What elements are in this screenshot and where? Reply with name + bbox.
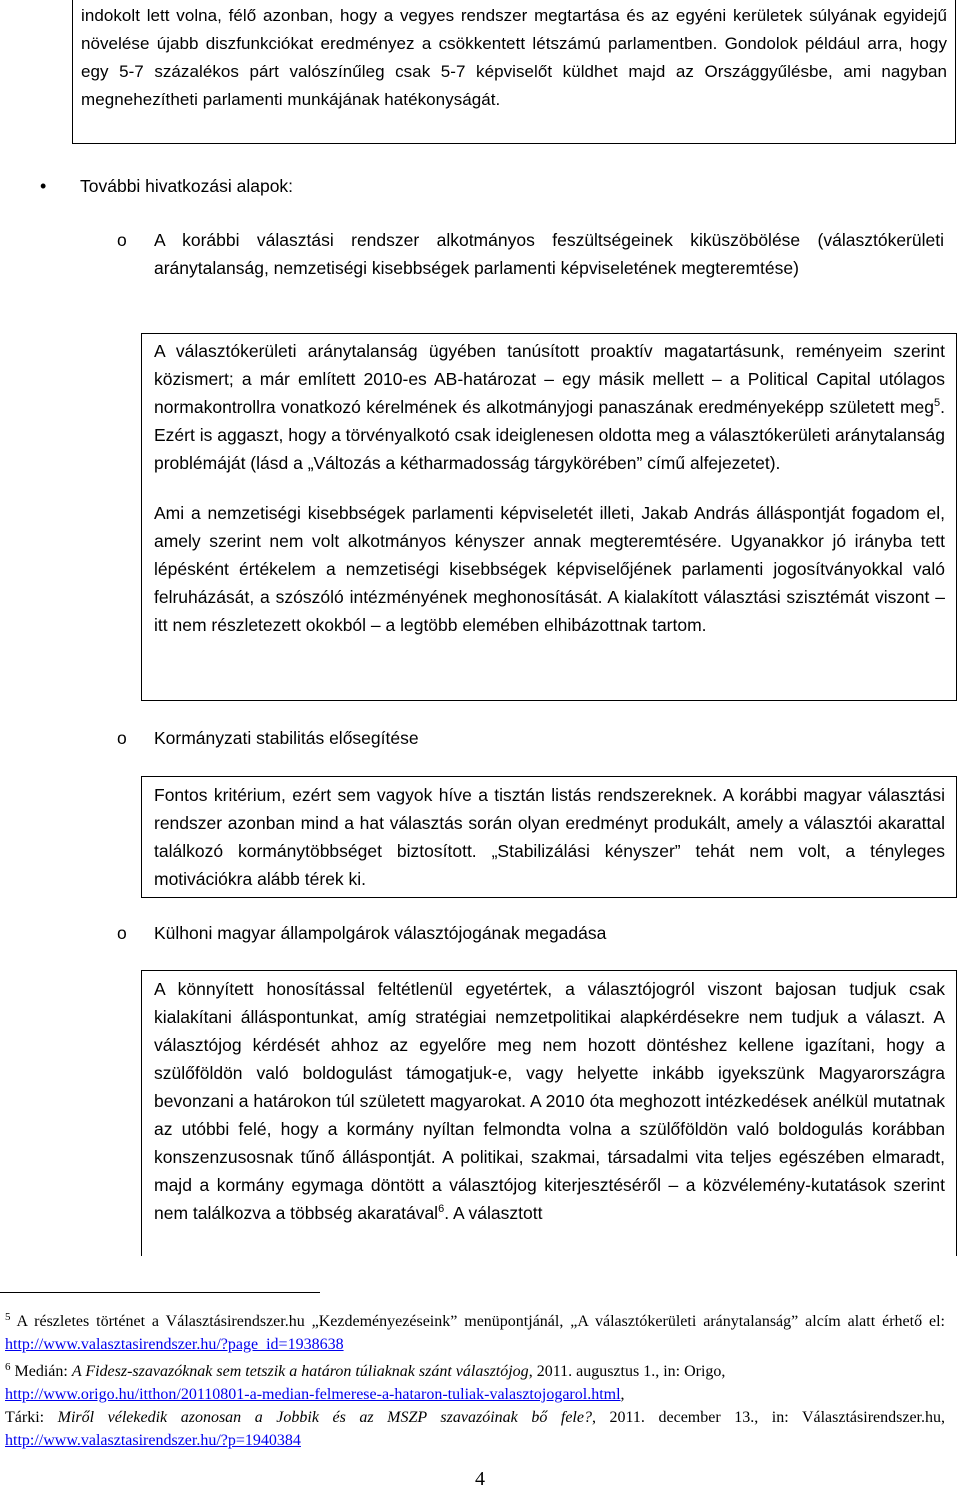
item-2-paragraph-1: Fontos kritérium, ezért sem vagyok híve a tisztán listás rendszereknek. A korábbi magyar választási rendszer azonban mind a hat választás során olyan eredményt produkált, amely a választói akarattal találkozó kormánytöbbséget biztosított. „Stabilizálási kényszer” tehát nem volt, a tényleges motivációkra alább térek ki. (154, 785, 945, 889)
footnote-6: $^6$ Medián: A Fidesz-szavazóknak sem tetszik a határon túliaknak szánt választójog, 2011. augusztus 1., in: Origo, http://www.origo.hu/itthon/20110801-a-median-felmerese-a-hataron-tuliak-valasztojogarol.html, Tárki: Miről vélekedik azonosan a Jobbik és az MSZP szavazóinak bő fele?, 2011. december 13., in: Választásirendszer.hu, http://www.valasztasirendszer.hu/?p=1940384 (5, 1361, 945, 1449)
footnote-6-title: A Fidesz-szavazóknak sem tetszik a határon túliaknak szánt választójog (71, 1363, 529, 1380)
footnote-6-second-title: Miről vélekedik azonosan a Jobbik és az MSZP szavazóinak bő fele? (57, 1409, 592, 1426)
sub-item-3-title: Külhoni magyar állampolgárok választójogának megadása (154, 923, 607, 943)
bullet-icon: • (40, 176, 47, 196)
item-1-paragraph-1: A választókerületi aránytalanság ügyében tanúsított proaktív magatartásunk, reményeim szerint közismert; a már említett 2010-es AB-határozat – egy másik mellett – a Political Capital utólagos normakontrollra vonatkozó kérelmének és alkotmányjogi panaszának eredményeképp született meg$^5$. Ezért is aggaszt, hogy a törvényalkotó csak ideiglenesen oldotta meg a választókerületi aránytalanság problémáját (lásd a „Változás a kétharmadosság tárgykörében” című alfejezetet). (154, 341, 945, 473)
item-3-box (141, 970, 957, 1256)
item-3-paragraph-1: A könnyített honosítással feltétlenül egyetértek, a választójogról viszont bajosan tudjuk csak kialakítani álláspontunkat, amíg stratégiai nemzetpolitikai alapkérdésekre nem tudjuk a választ. A választójog kérdését ahhoz az egyelőre meg nem hozott döntéshez kellene igazítani, hogy a szülőföldön való boldogulást támogatjuk-e, vagy helyette inkább igyekszünk Magyarországra bevonzani a határokon túl született magyarokat. A 2010 óta meghozott intézkedések anélkül mutatnak az utóbbi felé, hogy a kormány nyíltan felmondta volna a szülőföldön való boldogulás korábban konszenzusosnak tűnő álláspontját. A politikai, szakmai, társadalmi vita teljes egészében elmaradt, majd a kormány egymaga döntött a választójog kiterjesztéséről – a közvélemény-kutatások szerint nem találkozva a többség akaratával$^6$. A választott (154, 979, 945, 1223)
footnote-6-link-origo[interactable]: http://www.origo.hu/itthon/20110801-a-median-felmerese-a-hataron-tuliak-valasztojogarol.html (5, 1386, 621, 1403)
bullet-heading-row (40, 172, 293, 200)
intro-box (72, 0, 956, 144)
item-1-box (141, 333, 957, 701)
sub-item-2-title: Kormányzati stabilitás elősegítése (154, 728, 419, 748)
bullet-heading: További hivatkozási alapok: (80, 176, 294, 196)
footnotes (5, 1306, 945, 1452)
item-2-box (141, 776, 957, 898)
intro-paragraph: indokolt lett volna, félő azonban, hogy a vegyes rendszer megtartása és az egyéni kerületek súlyának egyidejű növelése újabb diszfunkciókat eredményez a csökkentett létszámú parlamentben. Gondolok például arra, hogy egy 5-7 százalékos párt valószínűleg csak 5-7 képviselőt küldhet majd az Országgyűlésbe, ami nagyban megnehezítheti parlamenti munkájának hatékonyságát. (81, 6, 947, 109)
sub-bullet-marker: o (117, 923, 127, 943)
sub-item-1-title: A korábbi választási rendszer alkotmányos feszültségeinek kiküszöbölése (választókerületi aránytalanság, nemzetiségi kisebbségek parlamenti képviseletének megteremtése) (154, 230, 944, 278)
footnote-6-link-valasztasirendszer[interactable]: http://www.valasztasirendszer.hu/?p=1940384 (5, 1432, 301, 1449)
page-number: 4 (475, 1468, 485, 1490)
footnote-ref-5[interactable]: 5 (934, 397, 941, 409)
footnote-5-number: 5 (5, 1311, 11, 1323)
footnote-6-number: 6 (5, 1361, 11, 1373)
footnote-ref-6[interactable]: 6 (438, 1203, 445, 1215)
footnote-5: $^5$ A részletes történet a Választásirendszer.hu „Kezdeményezéseink” menüpontjánál, „A választókerületi aránytalanság” alcím alatt érhető el: http://www.valasztasirendszer.hu/?page_id=1938638 (5, 1311, 945, 1353)
footnote-5-link[interactable]: http://www.valasztasirendszer.hu/?page_id=1938638 (5, 1336, 344, 1353)
item-1-paragraph-2: Ami a nemzetiségi kisebbségek parlamenti képviseletét illeti, Jakab András álláspontját fogadom el, amely szerint nem volt alkotmányos kényszer annak megteremtésére. Ugyanakkor jó irányba tett lépésként értékelem a nemzetiségi kisebbségek képviselőjének parlamenti jogosítványokkal való felruházását, a szószóló intézményének meghonosítását. A kialakított választási szisztémát viszont – itt nem részletezett okokból – a legtöbb elemében elhibázottnak tartom. (154, 503, 945, 635)
sub-bullet-marker: o (117, 230, 127, 250)
sub-bullet-marker: o (117, 728, 127, 748)
footnote-separator (0, 1292, 320, 1293)
